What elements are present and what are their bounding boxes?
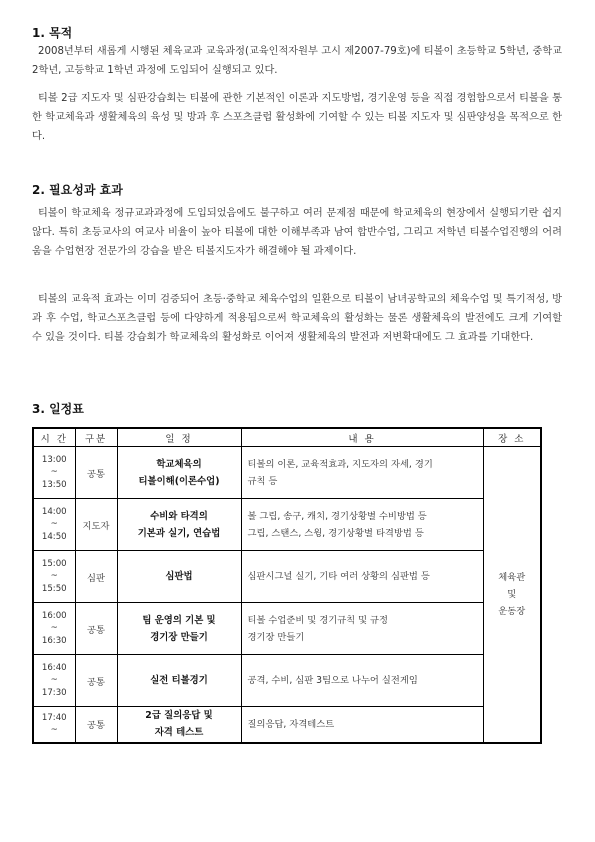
time-end: 17:30 — [41, 687, 67, 698]
content-line: 티볼의 이론, 교육적효과, 지도자의 자세, 경기 — [247, 458, 433, 470]
content-cell — [241, 551, 483, 603]
place-line: 및 — [507, 588, 517, 600]
time-separator: ~ — [50, 725, 58, 736]
table-row — [33, 603, 541, 655]
schedule-title-line: 기본과 실기, 연습법 — [137, 527, 221, 539]
schedule-title-cell — [117, 447, 241, 499]
header-place: 장 소 — [483, 428, 541, 447]
category-cell: 공통 — [75, 603, 117, 655]
table-row — [33, 551, 541, 603]
place-cell — [483, 447, 541, 743]
content-cell — [241, 499, 483, 551]
schedule-title-cell — [117, 603, 241, 655]
category-cell: 심판 — [75, 551, 117, 603]
category-cell: 공통 — [75, 707, 117, 743]
schedule-title-line: 자격 테스트 — [154, 727, 204, 739]
content-line: 질의응답, 자격테스트 — [247, 718, 335, 730]
content-line: 티볼 수업준비 및 경기규칙 및 규정 — [247, 614, 389, 626]
time-end: 16:30 — [41, 635, 67, 646]
time-end: 15:50 — [41, 583, 67, 594]
schedule-title-line: 팀 운영의 기본 및 — [142, 614, 216, 626]
schedule-title-line: 수비와 타격의 — [150, 510, 208, 522]
schedule-title-cell — [117, 707, 241, 743]
time-cell — [33, 447, 75, 499]
schedule-title-line: 학교체육의 — [156, 458, 202, 470]
section-1-paragraph-2: 티볼 2급 지도자 및 심판강습회는 티볼에 관한 기본적인 이론과 지도방법, 경기운영 등을 직접 경험함으로서 티볼을 통한 학교체육과 생활체육의 육성 및 방과 후 스포츠클럽 활성화에 기여할 수 있는 티볼 지도자 및 심판양성을 목적으로 한다. — [32, 93, 562, 142]
content-line: 공격, 수비, 심판 3팀으로 나누어 실전게임 — [247, 675, 418, 686]
content-cell — [241, 603, 483, 655]
schedule-title-line: 티볼이해(이론수업) — [138, 475, 220, 487]
schedule-title-line: 실전 티볼경기 — [150, 675, 208, 686]
section-2-title: 2. 필요성과 효과 — [32, 183, 123, 197]
content-line: 볼 그립, 송구, 캐치, 경기상황별 수비방법 등 — [247, 510, 427, 522]
content-line: 규칙 등 — [247, 475, 278, 487]
schedule-title-cell — [117, 499, 241, 551]
time-separator: ~ — [50, 519, 58, 530]
place-line: 체육관 — [498, 571, 526, 583]
section-2-paragraph-2: 티볼의 교육적 효과는 이미 검증되어 초등·중학교 체육수업의 일환으로 티볼이 남녀공학교의 체육수업 및 특기적성, 방과 후 수업, 학교스포츠클럽 등에 다양하게 적용됨으로써 학교체육의 활성화는 물론 생활체육의 발전에도 크게 기여할 수 있을 것이다. 티볼 강습회가 학교체육의 활성화로 이어져 생활체육의 발전과 저변확대에도 그 효과를 기대한다. — [32, 294, 562, 343]
schedule-title-cell — [117, 655, 241, 707]
schedule-table — [32, 427, 542, 744]
time-end: 14:50 — [41, 531, 67, 542]
table-row — [33, 499, 541, 551]
section-3-title: 3. 일정표 — [32, 402, 84, 416]
time-start: 15:00 — [41, 558, 67, 569]
content-line: 그립, 스탠스, 스윙, 경기상황별 타격방법 등 — [247, 527, 424, 539]
time-cell — [33, 603, 75, 655]
time-separator: ~ — [50, 675, 58, 686]
time-start: 13:00 — [41, 454, 67, 465]
time-separator: ~ — [50, 623, 58, 634]
section-2-paragraph-1: 티볼이 학교체육 정규교과과정에 도입되었음에도 불구하고 여러 문제점 때문에 학교체육의 현장에서 실행되기란 쉽지 않다. 특히 초등교사의 여교사 비율이 높아 티볼에 대한 이해부족과 남여 합반수업, 그리고 저학년 티볼수업진행의 어려움을 수업현장 전문가의 강습을 받은 티볼지도자가 해결해야 될 과제이다. — [32, 208, 562, 257]
header-time: 시 간 — [33, 428, 75, 447]
time-end: 13:50 — [41, 479, 67, 490]
time-cell — [33, 707, 75, 743]
content-line: 경기장 만들기 — [247, 631, 305, 643]
time-cell — [33, 551, 75, 603]
place-line: 운동장 — [498, 605, 526, 617]
section-1-title: 1. 목적 — [32, 26, 73, 40]
time-start: 16:40 — [41, 662, 67, 673]
time-start: 17:40 — [41, 712, 67, 723]
category-cell: 공통 — [75, 447, 117, 499]
schedule-title-line: 심판법 — [165, 571, 193, 582]
schedule-title-line: 2급 질의응답 및 — [145, 710, 213, 722]
schedule-title-cell — [117, 551, 241, 603]
table-row — [33, 447, 541, 499]
header-content: 내 용 — [241, 428, 483, 447]
time-cell — [33, 655, 75, 707]
header-schedule: 일 정 — [117, 428, 241, 447]
time-cell — [33, 499, 75, 551]
section-1-paragraph-1: 2008년부터 새롭게 시행된 체육교과 교육과정(교육인적자원부 고시 제2007-79호)에 티볼이 초등학교 5학년, 중학교 2학년, 고등학교 1학년 과정에 도입되어 실행되고 있다. — [32, 46, 562, 76]
table-row — [33, 707, 541, 743]
schedule-header-row — [33, 428, 541, 447]
schedule-title-line: 경기장 만들기 — [150, 631, 208, 643]
table-row — [33, 655, 541, 707]
content-cell — [241, 707, 483, 743]
content-cell — [241, 447, 483, 499]
content-cell — [241, 655, 483, 707]
time-start: 16:00 — [41, 610, 67, 621]
time-start: 14:00 — [41, 506, 67, 517]
time-separator: ~ — [50, 467, 58, 478]
time-separator: ~ — [50, 571, 58, 582]
header-category: 구분 — [75, 428, 117, 447]
category-cell: 공통 — [75, 655, 117, 707]
content-line: 심판시그널 실기, 기타 여러 상황의 심판법 등 — [247, 571, 430, 582]
category-cell: 지도자 — [75, 499, 117, 551]
